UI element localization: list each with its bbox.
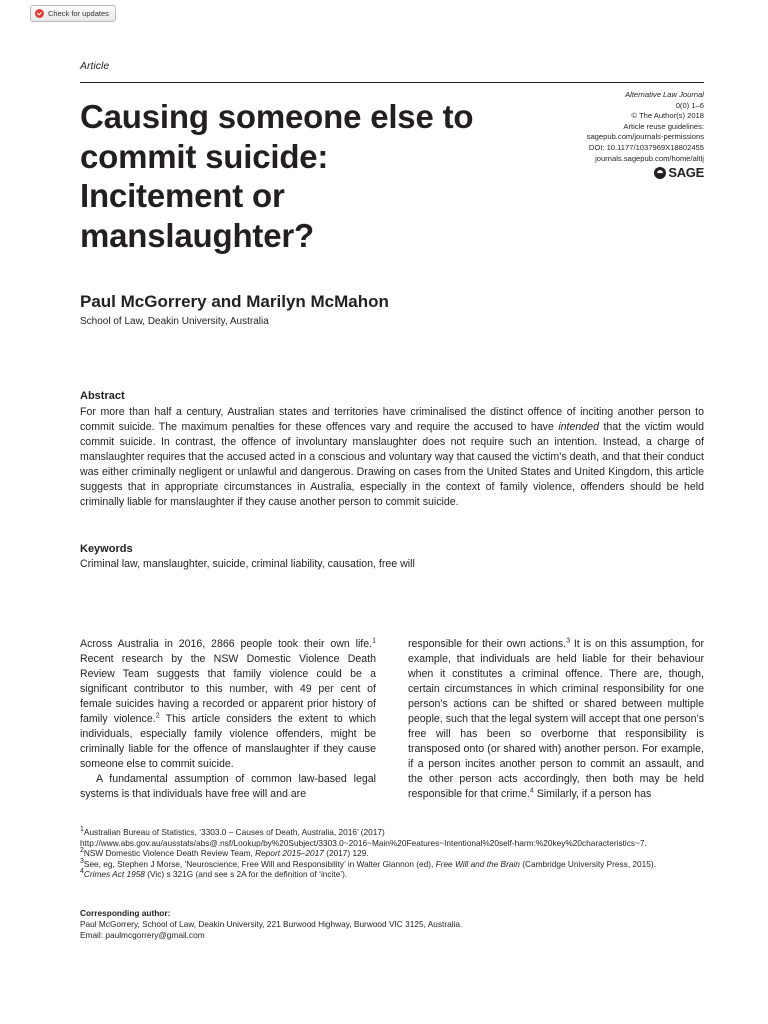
copyright-notice: © The Author(s) 2018 (631, 111, 704, 121)
check-updates-label: Check for updates (48, 9, 109, 18)
footnote-ref[interactable]: 4 (529, 787, 534, 795)
body-column-left (80, 637, 376, 802)
body-paragraph: Across Australia in 2016, 2866 people took their own life.$^1$ Recent research by the NSW Domestic Violence Death Review Team suggests that family violence could be a significant contributor to this number, with 49 per cent of female suicides having a recorded or apparent prior history of family violence.$^2$ This article considers the extent to which individuals, especially family violence offenders, might be criminally liable for the offence of manslaughter if they cause someone else to commit suicide. (80, 637, 376, 770)
header-rule (80, 82, 704, 83)
abstract-text: For more than half a century, Australian states and territories have criminalised the distinct offence of inciting another person to commit suicide. The maximum penalties for these offences vary and require the accused to have intended that the victim would commit suicide. In contrast, the offence of involuntary manslaughter does not require such an intention. Instead, a charge of manslaughter requires that the accused acted in a conscious and voluntary way that caused the victim’s death, and that their conduct was either criminally negligent or unlawful and dangerous. Drawing on cases from the United States and United Kingdom, this article suggests that in appropriate circumstances in Australia, especially in the context of family violence, offenders should be held criminally liable for manslaughter if they cause another person to commit suicide. (80, 406, 705, 508)
article-title: Causing someone else to commit suicide: Incitement or manslaughter? (80, 98, 474, 254)
footnote: $^1$Australian Bureau of Statistics, ‘3303.0 – Causes of Death, Australia, 2016’ (2017) http://www.abs.gov.au/ausstats/abs@.nsf/Lookup/by%20Subject/3303.0~2016~Main%20Features~Intentional%20self-harm:%20key%20characteristics~7. (80, 826, 647, 848)
corresponding-address: Paul McGorrery, School of Law, Deakin University, 221 Burwood Highway, Burwood VIC 3125, Australia. (80, 919, 463, 929)
footnote-ref[interactable]: 2 (155, 712, 160, 720)
reuse-guidelines: Article reuse guidelines: (623, 121, 704, 131)
journal-name: Alternative Law Journal (625, 90, 704, 99)
abstract-heading: Abstract (80, 390, 125, 402)
sage-logo-icon (654, 167, 666, 179)
body-paragraph: responsible for their own actions.$^3$ It is on this assumption, for example, that individuals are held liable for their behaviour when it constitutes a criminal offence. There are, though, certain circumstances in which criminal responsibility for one person’s actions can be shifted or shared between multiple people, such that the legal system will accept that one person’s free will has been so overborne that responsibility is transposed onto (or shared with) another person. For example, if a person incites another person to commit an assault, and the other person acts accordingly, then both may be held responsible for that crime.$^4$ Similarly, if a person has (408, 637, 705, 800)
footnote-ref[interactable]: 3 (566, 637, 571, 645)
journal-volume: 0(0) 1–6 (675, 100, 704, 110)
sage-logo (587, 164, 704, 180)
authors: Paul McGorrery and Marilyn McMahon (80, 292, 389, 311)
sage-logo-text: SAGE (668, 164, 704, 180)
journal-meta (587, 90, 704, 179)
keywords-heading: Keywords (80, 543, 133, 555)
corresponding-author (80, 908, 704, 941)
affiliation: School of Law, Deakin University, Australia (80, 316, 269, 327)
article-type-label: Article (80, 60, 110, 72)
corresponding-heading: Corresponding author: (80, 908, 171, 918)
body-column-right (408, 637, 704, 802)
check-updates-icon (35, 9, 44, 18)
reuse-url[interactable]: sagepub.com/journals-permissions (586, 132, 704, 142)
body-paragraph: A fundamental assumption of common law-based legal systems is that individuals have free will and are (80, 773, 376, 800)
keywords-list: Criminal law, manslaughter, suicide, criminal liability, causation, free will (80, 558, 415, 570)
doi[interactable]: DOI: 10.1177/1037969X18802455 (588, 142, 704, 152)
journal-url[interactable]: journals.sagepub.com/home/altlj (595, 153, 704, 163)
footnotes (80, 827, 704, 880)
check-for-updates-button[interactable] (30, 5, 116, 22)
corresponding-email[interactable]: Email: paulmcgorrery@gmail.com (80, 930, 205, 940)
footnote: $^4$Crimes Act 1958 (Vic) s 321G (and see s 2A for the definition of ‘incite’). (80, 868, 348, 880)
footnote: $^3$See, eg, Stephen J Morse, ‘Neuroscience, Free Will and Responsibility’ in Walter Glannon (ed), Free Will and the Brain (Cambridge University Press, 2015). (80, 858, 656, 869)
footnote-ref[interactable]: 1 (372, 637, 376, 645)
footnote: $^2$NSW Domestic Violence Death Review Team, Report 2015–2017 (2017) 129. (80, 847, 369, 859)
